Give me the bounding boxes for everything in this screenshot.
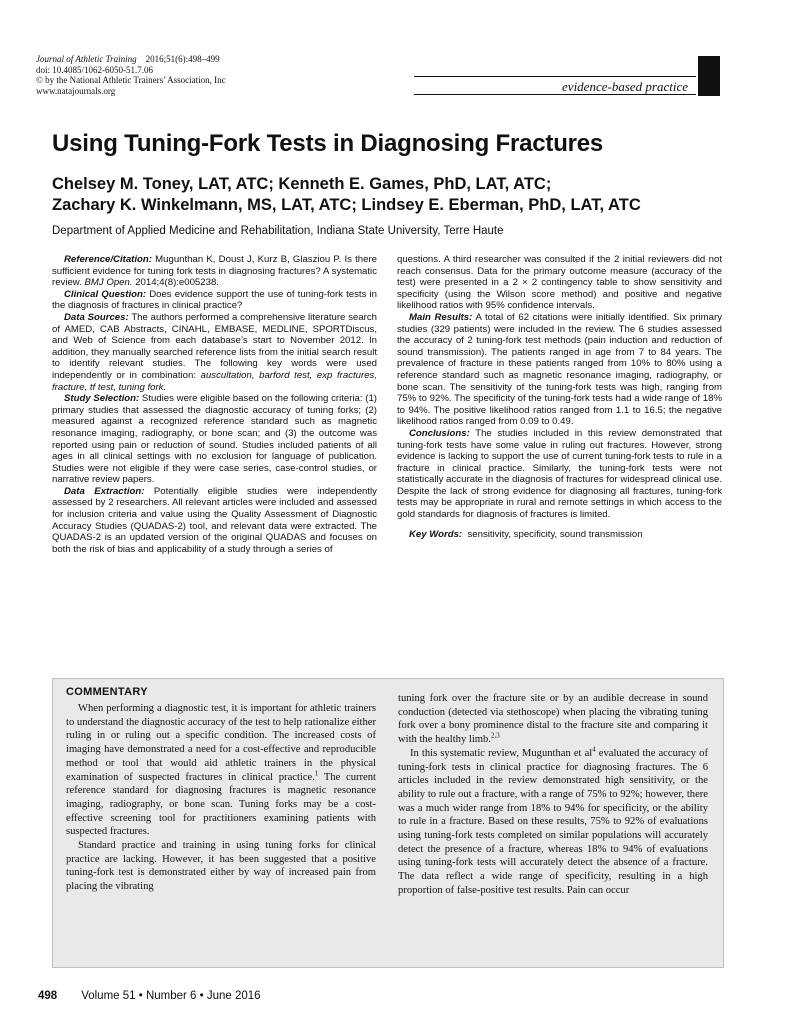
keywords-label: Key Words: [409, 528, 463, 540]
extraction-continued: questions. A third researcher was consulted if the 2 initial reviewers did not reach consensus. Data for the primary outcome measure (accuracy of the test) were presented in a 2 × 2 contingency table to show sensitivity and specificity (using the Wilson score method) and positive and negative likelihood ratios with 95% confidence intervals. [397, 254, 722, 312]
issue-info: Volume 51 • Number 6 • June 2016 [81, 990, 261, 1002]
doi: doi: 10.4085/1062-6050-51.7.06 [36, 64, 153, 75]
abstract-right-column [397, 254, 722, 540]
affiliation: Department of Applied Medicine and Rehabilitation, Indiana State University, Terre Haute [52, 225, 504, 237]
sources-label: Data Sources: [64, 311, 129, 323]
ref-1: 1 [314, 768, 319, 777]
abstract-selection [52, 393, 377, 486]
journal-name: Journal of Athletic Training [36, 54, 137, 64]
section-bar [698, 56, 720, 96]
website: www.natajournals.org [36, 85, 116, 96]
question-text: Does evidence support the use of tuning-fork tests in the diagnosis of fractures in clinical practice? [52, 288, 377, 312]
selection-label: Study Selection: [64, 393, 140, 405]
section-label: evidence-based practice [414, 76, 696, 95]
conclusions-label: Conclusions: [409, 427, 470, 439]
abstract-question [52, 289, 377, 312]
abstract-conclusions [397, 428, 722, 521]
commentary-right-column [398, 692, 708, 898]
journal-citation: 2016;51(6):498–499 [145, 54, 220, 64]
sources-keywords: auscultation, barford test, exp fractures, fracture, tf test, tuning fork. [52, 369, 377, 393]
copyright: © by the National Athletic Trainers’ Association, Inc [36, 75, 226, 85]
commentary-p1-text: When performing a diagnostic test, it is important for athletic trainers to understand the diagnostic accuracy of the test to help rationalize either ruling in or ruling out a specific condition. The increased costs of imaging have demonstrated a need for a cost-effective and reproducible method or tool that would aid athletic trainers in the physical examination of suspected fractures in clinical practice. [66, 703, 376, 783]
results-label: Main Results: [409, 311, 473, 323]
page-number: 498 [38, 990, 58, 1002]
commentary-p3-a: In this systematic review, Mugunthan et al [410, 747, 593, 759]
journal-meta [36, 54, 226, 96]
reference-text: Mugunthan K, Doust J, Kurz B, Glasziou P. Is there sufficient evidence for tuning fork tests in diagnosing fractures? A systematic review. [52, 254, 377, 289]
selection-text: Studies were eligible based on the following criteria: (1) primary studies that assessed the diagnostic accuracy of tuning forks; (2) measured against a recognized reference standard such as magnetic resonance imaging, radiography, or bone scan; and (3) the outcome was reported using pain or reduction of sound. Studies included patients of all ages in all clinical settings with no exclusion for language of publication. Studies were not eligible if they were case series, case-control studies, or narrative review papers. [52, 393, 377, 486]
commentary-p2-cont [398, 692, 708, 747]
results-text: A total of 62 citations were initially identified. Six primary studies (329 patients) were included in the review. The 6 studies assessed the accuracy of 2 tuning-fork test methods (pain induction and reduction of sound transmission). The patients ranged in age from 7 to 84 years. The prevalence of fracture in these patients ranged from 10% to 80% using a reference standard such as magnetic resonance imaging, radiography, or bone scan. The sensitivity of the tuning-fork tests was high, ranging from 75% to 92%. The specificity of the tuning-fork tests had a wide range of 18% to 94%. The positive likelihood ratios ranged from 1.1 to 16.5; the negative likelihood ratios ranged from 0.09 to 0.49. [397, 311, 722, 428]
conclusions-text: The studies included in this review demonstrated that tuning-fork tests have some value in ruling out fractures. However, strong evidence is lacking to support the use of current tuning-fork tests to rule in a fracture in clinical practice. Similarly, the tuning-fork tests were not statistically accurate in the diagnosis of fractures for widespread clinical use. Despite the lack of strong evidence for diagnosing all fractures, tuning-fork tests may be appropriate in rural and remote settings in which access to the gold standards for diagnosis of fractures is limited. [397, 427, 722, 521]
page-footer [38, 990, 261, 1002]
commentary-p2-cont-text: tuning fork over the fracture site or by an audible decrease in sound conduction (detected via stethoscope) when placing the vibrating tuning fork over a bony prominence distal to the fracture site and comparing it with the healthy limb. [398, 693, 708, 746]
author-list [52, 174, 752, 216]
commentary-heading: COMMENTARY [66, 686, 148, 698]
reference-tail: 2014;4(8):e005238. [132, 277, 219, 289]
commentary-left-column [66, 702, 376, 894]
abstract-extraction [52, 486, 377, 556]
abstract-sources [52, 312, 377, 393]
reference-label: Reference/Citation: [64, 254, 152, 265]
author-line-2: Zachary K. Winkelmann, MS, LAT, ATC; Lindsey E. Eberman, PhD, LAT, ATC [52, 196, 641, 214]
question-label: Clinical Question: [64, 288, 147, 300]
sources-text: The authors performed a comprehensive literature search of AMED, CAB Abstracts, CINAHL, EMBASE, MEDLINE, SPORTDiscus, and Web of Science from each database’s start to November 2012. In addition, they manually searched reference lists from the initial search result to identify relevant studies. The following key words were used independently or in combination: [52, 311, 377, 381]
extraction-text: Potentially eligible studies were independently assessed by 2 researchers. All relevant articles were included and assessed for inclusion criteria and value using the Quality Assessment of Diagnostic Accuracy Studies (QUADAS-2) tool, and relevant data were extracted. The QUADAS-2 is an updated version of the original QUADAS and focuses on both the risk of bias and applicability of a study through a series of [52, 485, 377, 555]
ref-4: 4 [592, 745, 596, 754]
reference-journal: BMJ Open. [84, 277, 133, 289]
commentary-p2: Standard practice and training in using tuning forks for clinical practice are lacking. However, it has been suggested that a positive tuning-fork test is demonstrated either by way of increased pain from placing the vibrating [66, 840, 376, 893]
article-title: Using Tuning-Fork Tests in Diagnosing Fractures [52, 130, 604, 157]
abstract-keywords [397, 529, 722, 541]
extraction-label: Data Extraction: [64, 485, 145, 497]
commentary-p3 [398, 747, 708, 898]
abstract-results [397, 312, 722, 428]
commentary-p1-tail: The current reference standard for diagnosing fractures is magnetic resonance imaging, radiography, or bone scan. Tuning forks may be a cost-effective screening tool for practitioners examining patients with suspected fractures. [66, 771, 376, 838]
ref-2-3: 2,3 [490, 731, 500, 740]
author-line-1: Chelsey M. Toney, LAT, ATC; Kenneth E. Games, PhD, LAT, ATC; [52, 175, 552, 193]
abstract-left-column [52, 254, 377, 555]
commentary-p1 [66, 702, 376, 839]
keywords-text: sensitivity, specificity, sound transmission [467, 528, 643, 540]
abstract-reference [52, 254, 377, 289]
commentary-p3-b: evaluated the accuracy of tuning-fork tests in clinical practice for diagnosing fractures. The 6 articles included in the review demonstrated high sensitivity, or the ability to rule out a fracture, with a range of 75% to 92%; however, there was a much wider range from 18% to 94% for specificity, or the ability to rule in a fracture. Based on these results, 75% to 92% of evaluations using tuning-fork tests completed on similar populations will accurately detect the presence of a fracture, whereas 18% to 94% of evaluations using tuning-fork tests will accurately detect the absence of a fracture. The data reflect a wide range of specificity, resulting in a high proportion of false-positive test results. Pain can occur [398, 747, 708, 896]
